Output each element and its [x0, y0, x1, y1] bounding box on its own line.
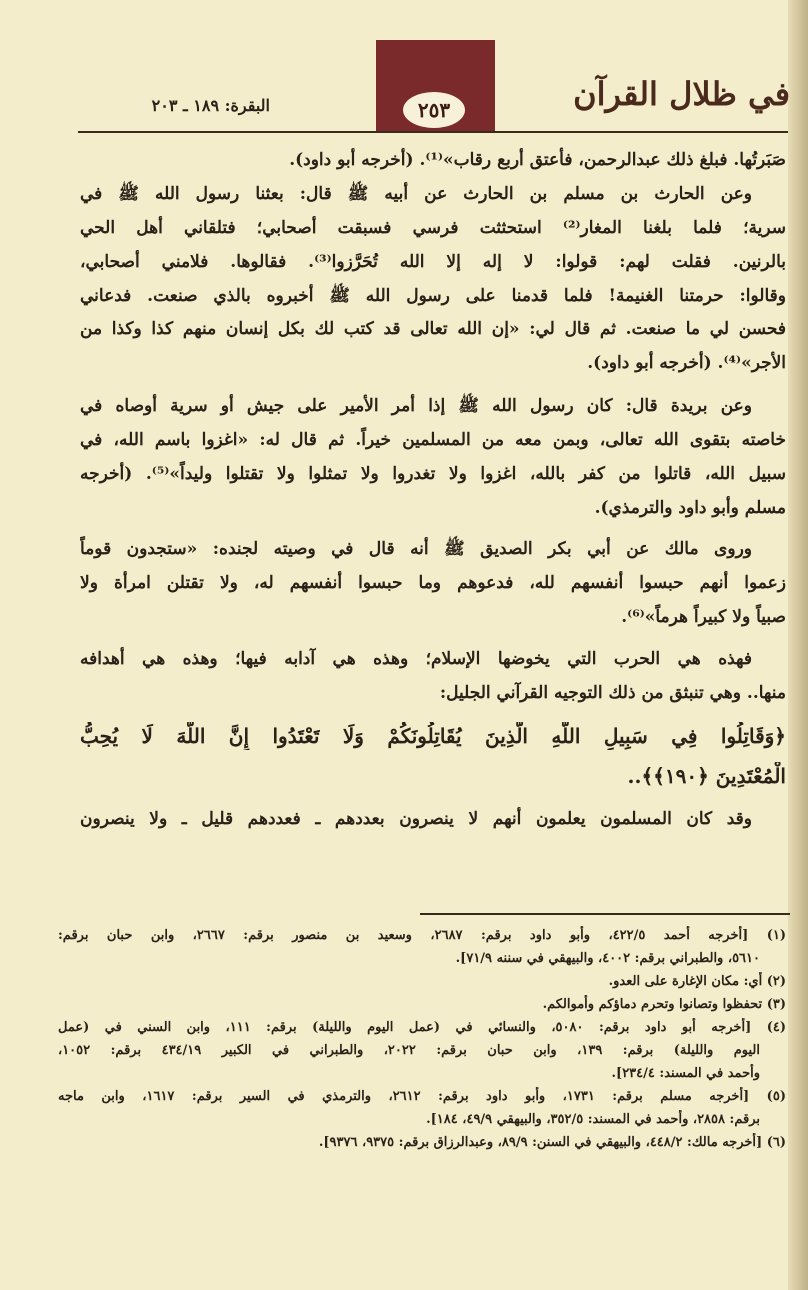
quran-verse-line: الْمُعْتَدِينَ ﴿١٩٠﴾﴾.. [627, 764, 786, 788]
footnote-rule [420, 913, 790, 915]
footnote-line: (٣) تحفظوا وتصانوا وتحرم دماؤكم وأموالكم. [542, 997, 786, 1012]
body-line: صَبَرتُها. فبلغ ذلك عبدالرحمن، فأعتق أربع رقاب»⁽¹⁾. (أخرجه أبو داود). [289, 150, 786, 170]
body-line: سرية؛ فلما بلغنا المغار⁽²⁾ استحثثت فرسي فسبقت أصحابي؛ فتلقاني أهل الحي [80, 218, 786, 238]
footnote-line: برقم: ٢٨٥٨، وأحمد في المسند: ٣٥٢/٥، والبيهقي ٤٩/٩، ١٨٤]. [426, 1112, 760, 1127]
body-line: فهذه هي الحرب التي يخوضها الإسلام؛ وهذه هي آدابه فيها؛ وهذه هي أهدافه [80, 649, 752, 669]
footnote-line: (٥) [أخرجه مسلم برقم: ١٧٣١، وأبو داود برقم: ٢٦١٢، والترمذي في السير برقم: ١٦١٧، وابن ماجه [58, 1089, 786, 1104]
body-line: منها.. وهي تنبثق من ذلك التوجيه القرآني الجليل: [439, 683, 786, 703]
body-line: الأجر»⁽⁴⁾. (أخرجه أبو داود). [587, 353, 786, 373]
page-edge-shadow [788, 0, 808, 1290]
body-line: وعن الحارث بن مسلم بن الحارث عن أبيه ﷺ قال: بعثنا رسول الله ﷺ في [80, 184, 752, 204]
body-line: صبياً ولا كبيراً هرماً»⁽⁶⁾. [621, 607, 786, 627]
footnote-line: وأحمد في المسند: ٢٣٤/٤]. [611, 1066, 760, 1081]
body-line: وعن بريدة قال: كان رسول الله ﷺ إذا أمر الأمير على جيش أو سرية أوصاه في [80, 396, 752, 416]
page-number: ٢٥٣ [403, 92, 465, 128]
body-line: وروى مالك عن أبي بكر الصديق ﷺ أنه قال في وصيته لجنده: «ستجدون قوماً [80, 539, 752, 559]
body-line: وقالوا: حرمتنا الغنيمة! فلما قدمنا على رسول الله ﷺ أخبروه بالذي صنعت. فدعاني [80, 286, 786, 306]
book-title: في ظلال القرآن [573, 75, 790, 113]
footnote-line: (٦) [أخرجه مالك: ٤٤٨/٢، والبيهقي في السنن: ٨٩/٩، وعبدالرزاق برقم: ٩٣٧٥، ٩٣٧٦]. [318, 1135, 786, 1150]
footnote-line: اليوم والليلة) برقم: ١٣٩، وابن حبان برقم: ٢٠٢٢، والطبراني في الكبير ٤٣٤/١٩ برقم: ١٠٥٢، [58, 1043, 761, 1058]
footnote-line: (٢) أي: مكان الإغارة على العدو. [608, 974, 786, 989]
header-rule [78, 131, 788, 133]
body-line: زعموا أنهم حبسوا أنفسهم لله، فدعوهم وما حبسوا أنفسهم له، ولا تقتلن امرأة ولا [80, 573, 786, 593]
body-line: فحسن لي ما صنعت. ثم قال لي: «إن الله تعالى قد كتب لك بكل إنسان منهم كذا وكذا من [80, 319, 786, 339]
quran-verse-line: ﴿وَقَاتِلُوا فِي سَبِيلِ اللَّهِ الَّذِينَ يُقَاتِلُونَكُمْ وَلَا تَعْتَدُوا إِنَّ اللَّهَ لَا يُحِبُّ [80, 724, 786, 748]
body-line: خاصته بتقوى الله تعالى، وبمن معه من المسلمين خيراً. ثم قال له: «اغزوا باسم الله، في [80, 430, 786, 450]
body-line: مسلم وأبو داود والترمذي). [594, 498, 786, 518]
body-line: بالرنين. فقلت لهم: قولوا: لا إله إلا الله تُحَرَّزوا⁽³⁾. فقالوها. فلامني أصحابي، [80, 252, 786, 272]
footnote-line: (٤) [أخرجه أبو داود برقم: ٥٠٨٠، والنسائي في (عمل اليوم والليلة) برقم: ١١١، وابن السني في (عمل [58, 1020, 786, 1035]
footnote-line: ٥٦١٠، والطبراني برقم: ٤٠٠٢، والبيهقي في سننه ٧١/٩]. [455, 951, 760, 966]
footnote-line: (١) [أخرجه أحمد ٤٢٢/٥، وأبو داود برقم: ٢٦٨٧، وسعيد بن منصور برقم: ٢٦٦٧، وابن حبان برقم: [58, 928, 786, 943]
surah-range: البقرة: ١٨٩ ـ ٢٠٣ [151, 96, 270, 115]
body-line: سبيل الله، قاتلوا من كفر بالله، اغزوا ولا تغدروا ولا تمثلوا ولا تقتلوا وليداً»⁽⁵⁾. (أخرجه [80, 464, 786, 484]
body-line: وقد كان المسلمون يعلمون أنهم لا ينصرون بعددهم ـ فعددهم قليل ـ ولا ينصرون [80, 809, 752, 829]
